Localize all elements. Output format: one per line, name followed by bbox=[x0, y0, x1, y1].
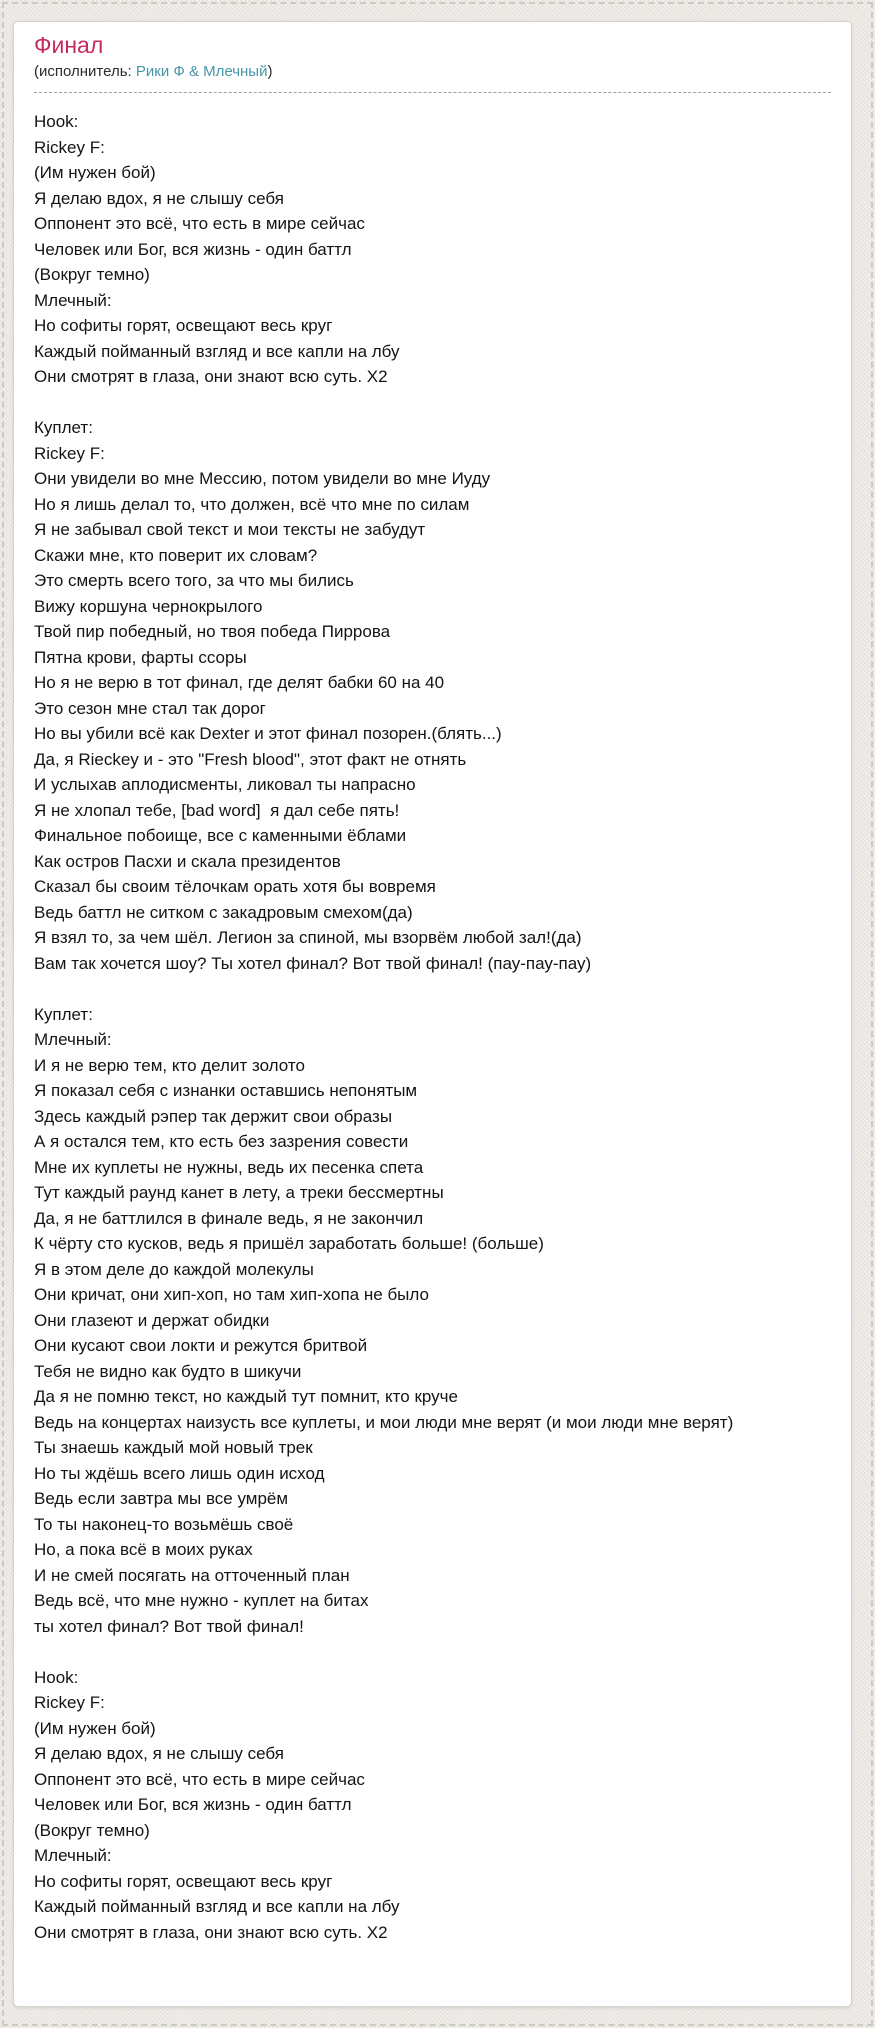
performer-label: (исполнитель: bbox=[34, 63, 136, 80]
performer-link[interactable]: Рики Ф & Млечный bbox=[135, 63, 268, 80]
lyrics-text: Hook: Rickey F: (Им нужен бой) Я делаю вдох, я не слышу себя Оппонент это всё, что есть в мире сейчас Человек или Бог, вся жизнь - один баттл (Вокруг темно) Млечный: Но софиты горят, освещают весь круг Каждый пойманный взгляд и все капли на лбу Они смотрят в глаза, они знают всю суть. Х2 Куплет: Rickey F: Они увидели во мне Мессию, потом увидели во мне Иуду Но я лишь делал то, что должен, всё что мне по силам Я не забывал свой текст и мои тексты не забудут Скажи мне, кто поверит их словам? Это смерть всего того, за что мы бились Вижу коршуна чернокрылого Твой пир победный, но твоя победа Пиррова Пятна крови, фарты ссоры Но я не верю в тот финал, где делят бабки 60 на 40 Это сезон мне стал так дорог Но вы убили всё как Dexter и этот финал позорен.(блять...) Да, я Rieckey и - это "Fresh blood", этот факт не отнять И услыхав аплодисменты, ликовал ты напрасно Я не хлопал тебе, [bad word] я дал себе пять! Финальное побоище, все с каменными ёблами Как остров Пасхи и скала президентов Сказал бы своим тёлочкам орать хотя бы вовремя Ведь баттл не ситком с закадровым смехом(да) Я взял то, за чем шёл. Легион за спиной, мы взорвём любой зал!(да) Вам так хочется шоу? Ты хотел финал? Вот твой финал! (пау-пау-пау) Куплет: Млечный: И я не верю тем, кто делит золото Я показал себя с изнанки оставшись непонятым Здесь каждый рэпер так держит свои образы А я остался тем, кто есть без зазрения совести Мне их куплеты не нужны, ведь их песенка спета Тут каждый раунд канет в лету, а треки бессмертны Да, я не баттлился в финале ведь, я не закончил К чёрту сто кусков, ведь я пришёл заработать больше! (больше) Я в этом деле до каждой молекулы Они кричат, они хип-хоп, но там хип-хопа не было Они глазеют и держат обидки Они кусают свои локти и режутся бритвой Тебя не видно как будто в шикучи Да я не помню текст, но каждый тут помнит, кто круче Ведь на концертах наизусть все куплеты, и мои люди мне верят (и мои люди мне верят) Ты знаешь каждый мой новый трек Но ты ждёшь всего лишь один исход Ведь если завтра мы все умрём То ты наконец-то возьмёшь своё Но, а пока всё в моих руках И не смей посягать на отточенный план Ведь всё, что мне нужно - куплет на битах ты хотел финал? Вот твой финал! Hook: Rickey F: (Им нужен бой) Я делаю вдох, я не слышу себя Оппонент это всё, что есть в мире сейчас Человек или Бог, вся жизнь - один баттл (Вокруг темно) Млечный: Но софиты горят, освещают весь круг Каждый пойманный взгляд и все капли на лбу Они смотрят в глаза, они знают всю суть. Х2 bbox=[34, 112, 734, 1942]
song-title: Финал bbox=[34, 32, 104, 58]
performer-line bbox=[34, 62, 831, 93]
performer-suffix: ) bbox=[267, 63, 273, 80]
lyrics-card bbox=[13, 21, 852, 2007]
